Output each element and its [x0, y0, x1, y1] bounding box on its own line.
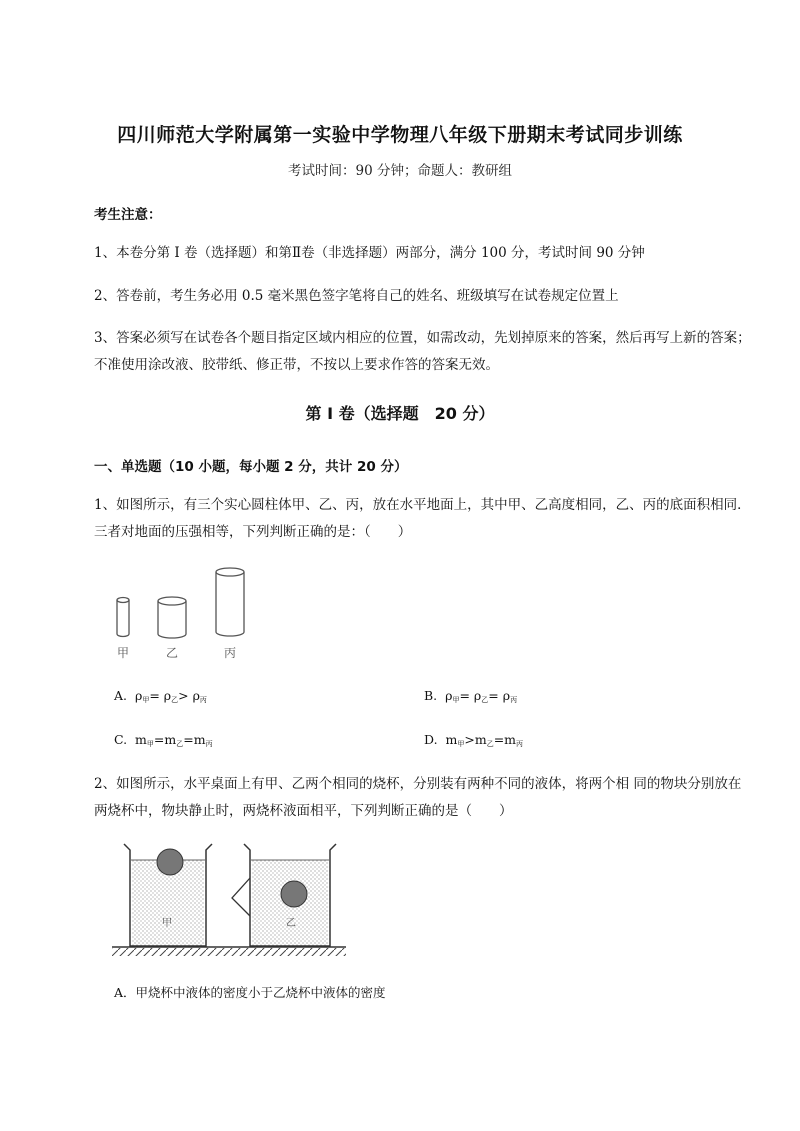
beaker-jia	[124, 844, 212, 946]
cylinders-figure	[105, 562, 265, 662]
beakers-figure	[110, 838, 350, 960]
page-title: 四川师范大学附属第一实验中学物理八年级下册期末考试同步训练	[117, 124, 683, 146]
label-yi: 乙	[166, 646, 179, 660]
notice-item-1: 1、本卷分第 I 卷（选择题）和第Ⅱ卷（非选择题）两部分，满分 100 分，考试时间 90 分钟	[94, 245, 645, 261]
option-c[interactable]: C. $m_甲=m_乙=m_丙$	[114, 732, 213, 748]
option-b[interactable]: B. $\rho_甲= \rho_乙= \rho_丙$	[424, 688, 518, 704]
cylinder-bing	[216, 568, 244, 636]
beaker-yi	[232, 844, 336, 946]
notice-item-3: 3、答案必须写在试卷各个题目指定区域内相应的位置，如需改动，先划掉原来的答案，然后再写上新的答案；不准使用涂改液、胶带纸、修正带，不按以上要求作答的答案无效。	[94, 330, 751, 373]
part-title: 一、单选题（10 小题，每小题 2 分，共计 20 分）	[94, 459, 408, 475]
option-a[interactable]: A. $\rho_甲= \rho_乙> \rho_丙$	[114, 688, 207, 704]
cylinder-yi	[158, 597, 186, 638]
beaker-label-jia: 甲	[162, 918, 172, 929]
label-bing: 丙	[224, 646, 237, 660]
label-jia: 甲	[117, 646, 130, 660]
notice-heading: 考生注意：	[94, 207, 162, 223]
section-title: 第 I 卷（选择题 20 分）	[305, 404, 495, 423]
question-2-stem: 2、如图所示，水平桌面上有甲、乙两个相同的烧杯，分别装有两种不同的液体，将两个相 同的物块分别放在两烧杯中，物块静止时，两烧杯液面相平，下列判断正确的是（ ）	[94, 776, 742, 819]
option-d[interactable]: D. $m_甲>m_乙=m_丙$	[424, 732, 524, 748]
question-2-option-a[interactable]: A．甲烧杯中液体的密度小于乙烧杯中液体的密度	[114, 985, 386, 1000]
question-1-stem: 1、如图所示，有三个实心圆柱体甲、乙、丙，放在水平地面上，其中甲、乙高度相同，乙、丙的底面积相同．三者对地面的压强相等，下列判断正确的是：（ ）	[94, 497, 751, 540]
exam-info: 考试时间：90 分钟；命题人：教研组	[288, 163, 512, 179]
cylinder-jia	[117, 598, 129, 637]
notice-item-2: 2、答卷前，考生务必用 0.5 毫米黑色签字笔将自己的姓名、班级填写在试卷规定位置上	[94, 288, 619, 304]
beaker-label-yi: 乙	[286, 918, 296, 929]
